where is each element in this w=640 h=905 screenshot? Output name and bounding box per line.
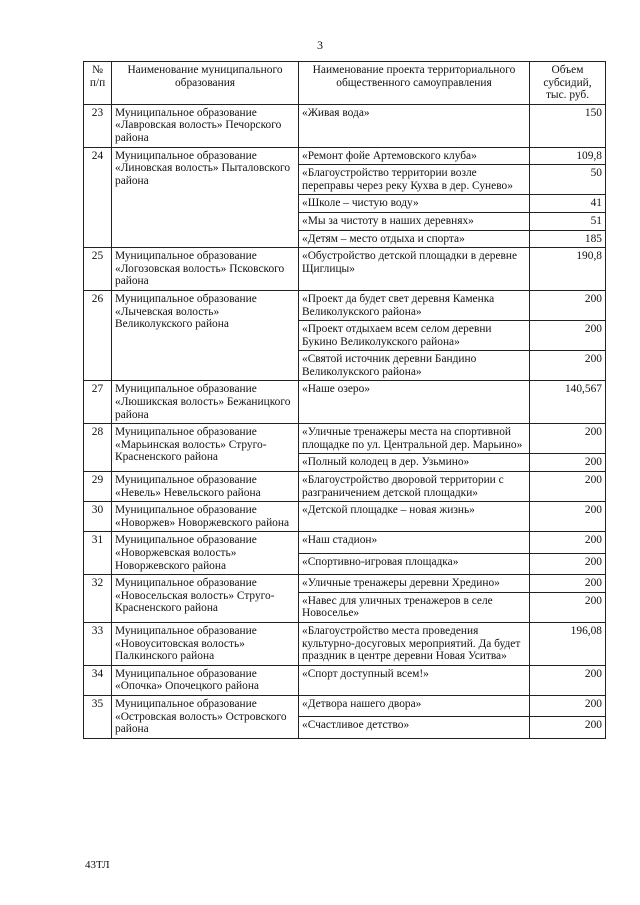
row-number: 34: [84, 665, 112, 695]
project-cell: «Ремонт фойе Артемовского клуба»: [299, 147, 530, 165]
municipality-cell: Муниципальное образование «Марьинская волость» Струго-Красненского района: [112, 424, 299, 472]
amount-cell: 200: [530, 502, 606, 532]
project-cell: «Наше озеро»: [299, 381, 530, 424]
project-cell: «Обустройство детской площадки в деревне Щиглицы»: [299, 248, 530, 291]
project-cell: «Благоустройство территории возле переправы через реку Кухва в дер. Сунево»: [299, 165, 530, 195]
amount-cell: 140,567: [530, 381, 606, 424]
project-cell: «Детвора нашего двора»: [299, 695, 530, 716]
project-cell: «Школе – чистую воду»: [299, 195, 530, 213]
amount-cell: 200: [530, 454, 606, 472]
row-number: 24: [84, 147, 112, 248]
row-number: 31: [84, 532, 112, 575]
project-cell: «Уличные тренажеры деревни Хредино»: [299, 575, 530, 593]
municipality-cell: Муниципальное образование «Лавровская волость» Печорского района: [112, 104, 299, 147]
row-number: 28: [84, 424, 112, 472]
project-cell: «Детской площадке – новая жизнь»: [299, 502, 530, 532]
table-row: [84, 248, 606, 291]
amount-cell: 200: [530, 472, 606, 502]
table-header-row: [84, 62, 606, 105]
municipality-cell: Муниципальное образование «Логозовская волость» Псковского района: [112, 248, 299, 291]
table-row: [84, 532, 606, 553]
municipality-cell: Муниципальное образование «Островская волость» Островского района: [112, 695, 299, 738]
row-number: 32: [84, 575, 112, 623]
row-number: 25: [84, 248, 112, 291]
amount-cell: 200: [530, 351, 606, 381]
project-cell: «Спорт доступный всем!»: [299, 665, 530, 695]
amount-cell: 200: [530, 424, 606, 454]
amount-cell: 200: [530, 717, 606, 738]
header-project: Наименование проекта территориального общественного самоуправления: [299, 62, 530, 105]
municipality-cell: Муниципальное образование «Новоржев» Новоржевского района: [112, 502, 299, 532]
municipality-cell: Муниципальное образование «Новосельская волость» Струго-Красненского района: [112, 575, 299, 623]
header-amount: Объем субсидий, тыс. руб.: [530, 62, 606, 105]
project-cell: «Наш стадион»: [299, 532, 530, 553]
row-number: 33: [84, 622, 112, 665]
table-row: [84, 147, 606, 165]
amount-cell: 185: [530, 230, 606, 248]
amount-cell: 200: [530, 532, 606, 553]
municipality-cell: Муниципальное образование «Опочка» Опочецкого района: [112, 665, 299, 695]
subsidy-table: [83, 61, 606, 739]
row-number: 35: [84, 695, 112, 738]
amount-cell: 200: [530, 592, 606, 622]
amount-cell: 200: [530, 321, 606, 351]
table-row: [84, 290, 606, 320]
project-cell: «Спортивно-игровая площадка»: [299, 553, 530, 574]
table-row: [84, 575, 606, 593]
table-row: [84, 665, 606, 695]
table-row: [84, 695, 606, 716]
project-cell: «Счастливое детство»: [299, 717, 530, 738]
row-number: 23: [84, 104, 112, 147]
amount-cell: 200: [530, 665, 606, 695]
municipality-cell: Муниципальное образование «Новоржевская волость» Новоржевского района: [112, 532, 299, 575]
row-number: 26: [84, 290, 112, 381]
project-cell: «Живая вода»: [299, 104, 530, 147]
amount-cell: 200: [530, 695, 606, 716]
table-row: [84, 104, 606, 147]
amount-cell: 150: [530, 104, 606, 147]
table-row: [84, 472, 606, 502]
amount-cell: 200: [530, 575, 606, 593]
project-cell: «Полный колодец в дер. Узьмино»: [299, 454, 530, 472]
municipality-cell: Муниципальное образование «Линовская волость» Пыталовского района: [112, 147, 299, 248]
page-number: 3: [317, 38, 323, 52]
project-cell: «Святой источник деревни Бандино Великолукского района»: [299, 351, 530, 381]
header-municipality: Наименование муниципального образования: [112, 62, 299, 105]
project-cell: «Мы за чистоту в наших деревнях»: [299, 212, 530, 230]
municipality-cell: Муниципальное образование «Невель» Невельского района: [112, 472, 299, 502]
row-number: 27: [84, 381, 112, 424]
table-row: [84, 424, 606, 454]
amount-cell: 109,8: [530, 147, 606, 165]
project-cell: «Проект отдыхаем всем селом деревни Букино Великолукского района»: [299, 321, 530, 351]
project-cell: «Уличные тренажеры места на спортивной площадке по ул. Центральной дер. Марьино»: [299, 424, 530, 454]
header-num: № п/п: [84, 62, 112, 105]
amount-cell: 51: [530, 212, 606, 230]
municipality-cell: Муниципальное образование «Лычевская волость» Великолукского района: [112, 290, 299, 381]
municipality-cell: Муниципальное образование «Новоуситовская волость» Палкинского района: [112, 622, 299, 665]
amount-cell: 41: [530, 195, 606, 213]
project-cell: «Навес для уличных тренажеров в селе Новоселье»: [299, 592, 530, 622]
table-row: [84, 502, 606, 532]
amount-cell: 200: [530, 553, 606, 574]
table-row: [84, 622, 606, 665]
project-cell: «Благоустройство дворовой территории с разграничением детской площадки»: [299, 472, 530, 502]
row-number: 29: [84, 472, 112, 502]
amount-cell: 196,08: [530, 622, 606, 665]
table-body: [84, 104, 606, 738]
amount-cell: 190,8: [530, 248, 606, 291]
amount-cell: 200: [530, 290, 606, 320]
footer-code: 43ТЛ: [85, 859, 110, 871]
project-cell: «Детям – место отдыха и спорта»: [299, 230, 530, 248]
project-cell: «Проект да будет свет деревня Каменка Великолукского района»: [299, 290, 530, 320]
table-row: [84, 381, 606, 424]
amount-cell: 50: [530, 165, 606, 195]
project-cell: «Благоустройство места проведения культурно-досуговых мероприятий. Да будет праздник в центре деревни Новая Уситва»: [299, 622, 530, 665]
municipality-cell: Муниципальное образование «Люшикская волость» Бежаницкого района: [112, 381, 299, 424]
row-number: 30: [84, 502, 112, 532]
